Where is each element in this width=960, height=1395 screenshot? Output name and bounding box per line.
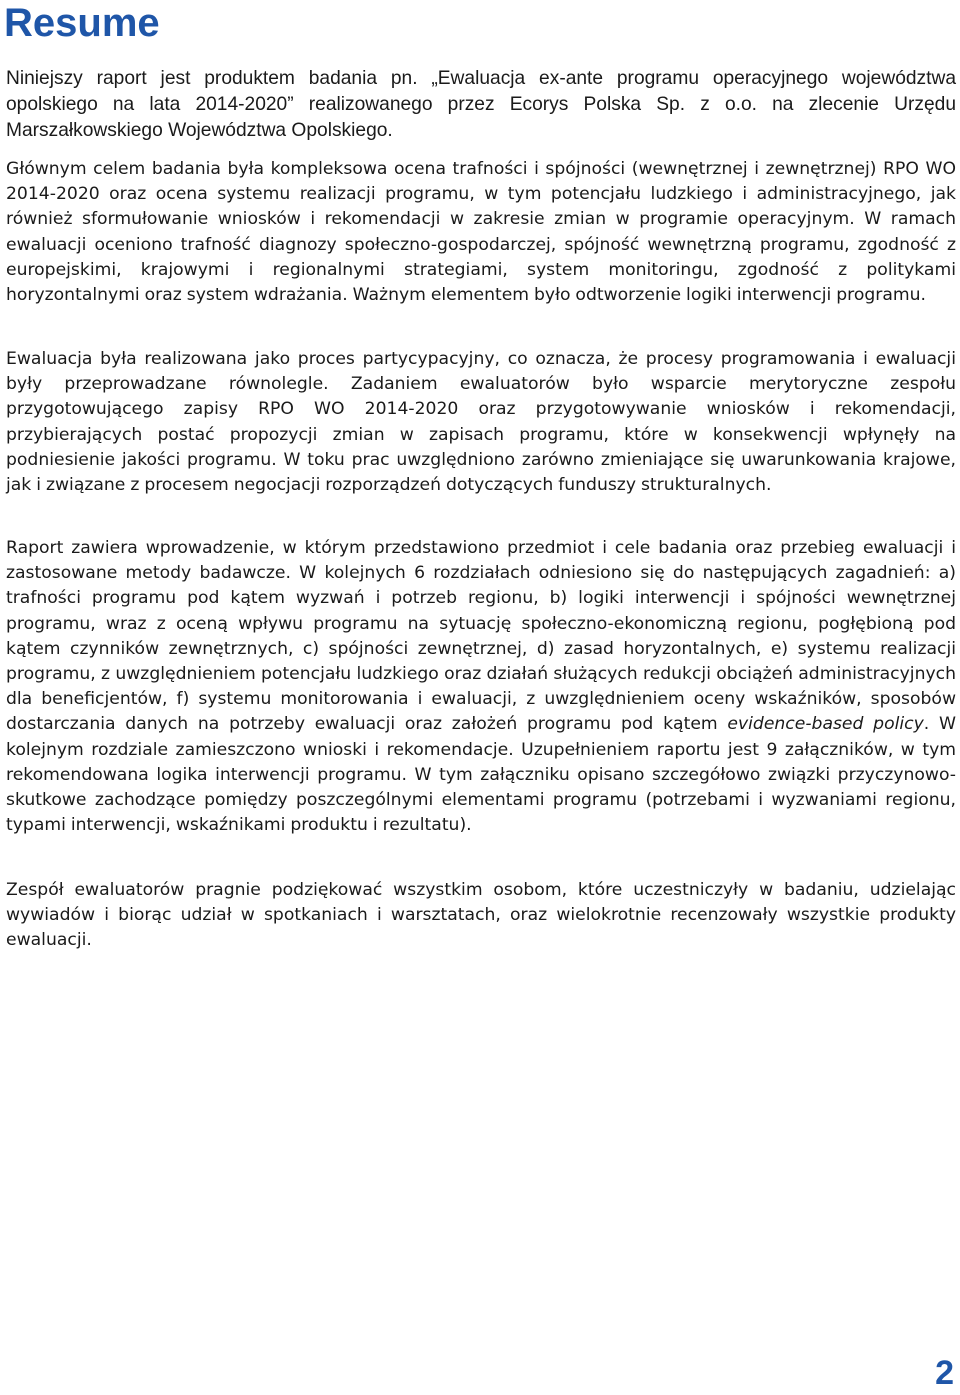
section-heading: Resume — [4, 1, 160, 45]
page-number: 2 — [935, 1354, 954, 1392]
body-paragraph-3-text-after: . W kolejnym rozdziale zamieszczono wnioski i rekomendacje. Uzupełnieniem raportu jest 9 załączników, w tym rekomendowana logika interwencji programu. W tym załączniku opisano szczegółowo związki przyczynowo-skutkowe zachodzące pomiędzy poszczególnymi elementami programu (potrzebami i wyzwaniami regionu, typami interwencji, wskaźnikami produktu i rezultatu). — [6, 714, 956, 836]
body-paragraph-4: Zespół ewaluatorów pragnie podziękować wszystkim osobom, które uczestniczyły w badaniu, udzielając wywiadów i biorąc udział w spotkaniach i warsztatach, oraz wielokrotnie recenzowały wszystkie produkty ewaluacji. — [6, 880, 956, 951]
body-paragraph-3 — [6, 536, 956, 838]
intro-paragraph: Niniejszy raport jest produktem badania pn. „Ewaluacja ex-ante programu operacyjnego województwa opolskiego na lata 2014-2020” realizowanego przez Ecorys Polska Sp. z o.o. na zlecenie Urzędu Marszałkowskiego Województwa Opolskiego. — [6, 68, 956, 141]
body-paragraph-1: Głównym celem badania była kompleksowa ocena trafności i spójności (wewnętrznej i zewnętrznej) RPO WO 2014-2020 oraz ocena systemu realizacji programu, w tym potencjału ludzkiego i administracyjnego, jak również sformułowanie wniosków i rekomendacji w zakresie zmian w programie operacyjnym. W ramach ewaluacji oceniono trafność diagnozy społeczno-gospodarczej, spójność wewnętrzną programu, zgodność z europejskimi, krajowymi i regionalnymi strategiami, system monitoringu, zgodność z politykami horyzontalnymi oraz system wdrażania. Ważnym elementem było odtworzenie logiki interwencji programu. — [6, 159, 956, 306]
evidence-based-policy-term: evidence-based policy — [727, 714, 924, 735]
body-paragraph-3-text-before: Raport zawiera wprowadzenie, w którym przedstawiono przedmiot i cele badania oraz przebieg ewaluacji i zastosowane metody badawcze. W kolejnych 6 rozdziałach odniesiono się do następujących zagadnień: a) trafności programu pod kątem wyzwań i potrzeb regionu, b) logiki interwencji i spójności wewnętrznej programu, wraz z oceną wpływu programu na sytuację społeczno-ekonomiczną regionu, pogłębioną pod kątem czynników zewnętrznych, c) spójności zewnętrznej, d) zasad horyzontalnych, e) systemu realizacji programu, z uwzględnieniem potencjału ludzkiego oraz działań służących redukcji obciążeń administracyjnych dla beneficjentów, f) systemu monitorowania i ewaluacji, z uwzględnieniem oceny wskaźników, sposobów dostarczania danych na potrzeby ewaluacji oraz założeń programu pod kątem — [6, 538, 956, 735]
body-paragraph-2: Ewaluacja była realizowana jako proces partycypacyjny, co oznacza, że procesy programowania i ewaluacji były przeprowadzane równolegle. Zadaniem ewaluatorów było wsparcie merytoryczne zespołu przygotowującego zapisy RPO WO 2014-2020 oraz przygotowywanie wniosków i rekomendacji, przybierających postać propozycji zmian w zapisach programu, które w konsekwencji wpłynęły na podniesienie jakości programu. W toku prac uwzględniono zarówno zmieniające się uwarunkowania krajowe, jak i związane z procesem negocjacji rozporządzeń dotyczących funduszy strukturalnych. — [6, 349, 956, 496]
